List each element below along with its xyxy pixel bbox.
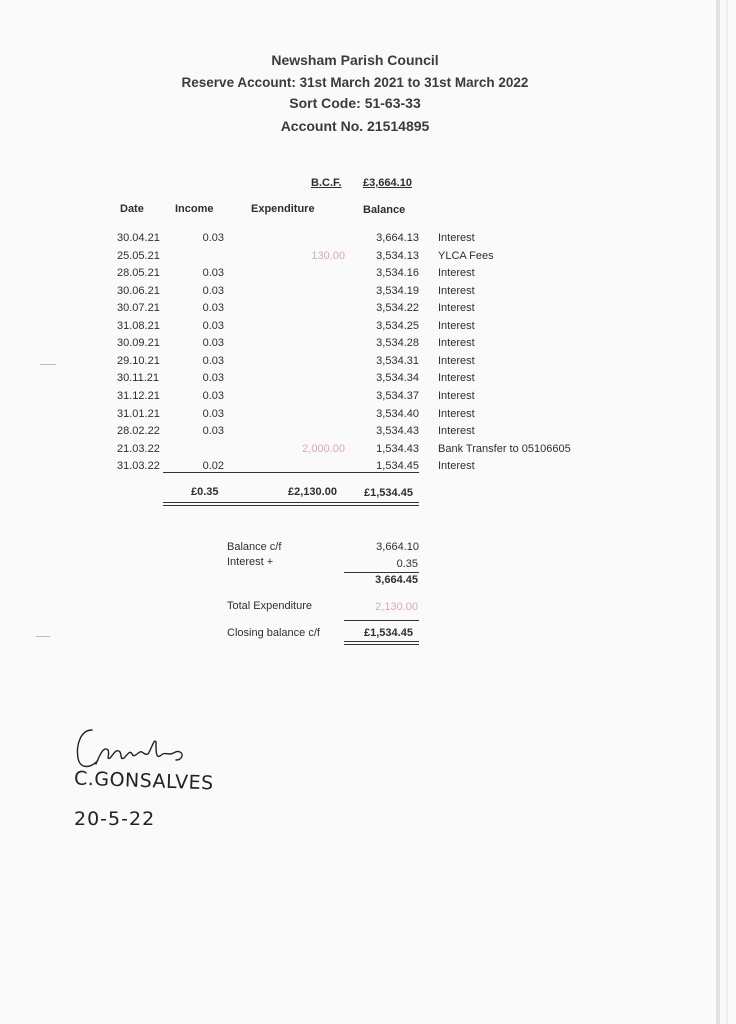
row-date: 28.05.21: [117, 267, 160, 279]
row-date: 31.01.21: [117, 408, 160, 420]
row-expenditure: 130.00: [311, 250, 345, 262]
row-expenditure: 2,000.00: [302, 443, 345, 455]
row-income: 0.03: [202, 355, 224, 367]
row-balance: 3,534.31: [376, 355, 419, 367]
row-income: 0.03: [202, 285, 224, 297]
row-balance: 1,534.45: [376, 460, 419, 472]
row-description: Interest: [438, 337, 475, 349]
col-expenditure: Expenditure: [251, 203, 315, 215]
bcf-label: B.C.F.: [311, 177, 342, 189]
row-description: Interest: [438, 355, 475, 367]
account-number: Account No. 21514895: [280, 118, 430, 134]
page-edge: [716, 0, 720, 1024]
closing-balance-label: Closing balance c/f: [227, 627, 320, 639]
row-income: 0.03: [202, 337, 224, 349]
row-balance: 3,534.34: [376, 372, 419, 384]
row-description: Interest: [438, 320, 475, 332]
signature-name: C.GONSALVES: [73, 767, 215, 795]
row-date: 31.08.21: [117, 320, 160, 332]
row-income: 0.02: [202, 460, 224, 472]
col-income: Income: [175, 203, 214, 215]
total-income: £0.35: [191, 486, 219, 498]
row-balance: 3,534.37: [376, 390, 419, 402]
account-period: Reserve Account: 31st March 2021 to 31st March 2022: [181, 75, 529, 90]
row-date: 30.09.21: [117, 337, 160, 349]
totals-double-rule-1: [163, 502, 419, 503]
row-description: Interest: [438, 267, 475, 279]
row-income: 0.03: [202, 408, 224, 420]
row-balance: 3,534.40: [376, 408, 419, 420]
row-description: Interest: [438, 425, 475, 437]
margin-mark: [40, 364, 56, 365]
row-balance: 3,534.13: [376, 250, 419, 262]
total-expenditure-label: Total Expenditure: [227, 600, 312, 612]
closing-double-rule-2: [344, 644, 419, 645]
page-edge: [726, 0, 728, 1024]
row-balance: 3,664.13: [376, 232, 419, 244]
total-expenditure: £2,130.00: [288, 486, 337, 498]
row-income: 0.03: [202, 425, 224, 437]
total-balance: £1,534.45: [364, 487, 413, 499]
bcf-amount: £3,664.10: [363, 177, 412, 189]
row-date: 28.02.22: [117, 425, 160, 437]
balance-cf-value: 3,664.10: [376, 541, 419, 553]
col-balance: Balance: [363, 204, 406, 216]
row-description: Interest: [438, 285, 475, 297]
closing-balance-value: £1,534.45: [364, 627, 413, 639]
margin-mark: [36, 636, 50, 637]
row-balance: 3,534.16: [376, 267, 419, 279]
signature-date: 20-5-22: [74, 808, 156, 830]
total-expenditure-value: 2,130.00: [375, 601, 418, 613]
row-income: 0.03: [202, 232, 224, 244]
row-date: 31.12.21: [117, 390, 160, 402]
closing-double-rule-1: [344, 641, 419, 642]
row-description: Interest: [438, 232, 475, 244]
row-balance: 3,534.22: [376, 302, 419, 314]
interest-label: Interest +: [227, 556, 274, 568]
totals-top-rule: [163, 472, 419, 473]
row-date: 30.04.21: [117, 232, 160, 244]
row-balance: 3,534.28: [376, 337, 419, 349]
row-income: 0.03: [202, 267, 224, 279]
subtotal-value: 3,664.45: [375, 574, 418, 586]
row-description: Interest: [438, 302, 475, 314]
sort-code: Sort Code: 51-63-33: [289, 95, 421, 111]
row-description: Bank Transfer to 05106605: [438, 443, 571, 455]
row-income: 0.03: [202, 372, 224, 384]
row-date: 30.06.21: [117, 285, 160, 297]
row-description: YLCA Fees: [438, 250, 494, 262]
row-date: 21.03.22: [117, 443, 160, 455]
handwritten-signature: [70, 724, 200, 774]
row-balance: 3,534.25: [376, 320, 419, 332]
row-date: 25.05.21: [117, 250, 160, 262]
subtotal-rule: [344, 572, 419, 573]
row-description: Interest: [438, 372, 475, 384]
row-date: 31.03.22: [117, 460, 160, 472]
row-balance: 3,534.43: [376, 425, 419, 437]
totals-double-rule-2: [163, 505, 419, 506]
row-income: 0.03: [202, 320, 224, 332]
row-balance: 3,534.19: [376, 285, 419, 297]
row-balance: 1,534.43: [376, 443, 419, 455]
council-title: Newsham Parish Council: [271, 52, 439, 68]
balance-cf-label: Balance c/f: [227, 541, 282, 553]
row-date: 29.10.21: [117, 355, 160, 367]
row-date: 30.11.21: [117, 372, 160, 384]
row-description: Interest: [438, 460, 475, 472]
closing-top-rule: [344, 620, 419, 621]
row-date: 30.07.21: [117, 302, 160, 314]
row-description: Interest: [438, 408, 475, 420]
col-date: Date: [120, 203, 144, 215]
interest-value: 0.35: [396, 558, 418, 570]
row-income: 0.03: [202, 390, 224, 402]
row-description: Interest: [438, 390, 475, 402]
row-income: 0.03: [202, 302, 224, 314]
